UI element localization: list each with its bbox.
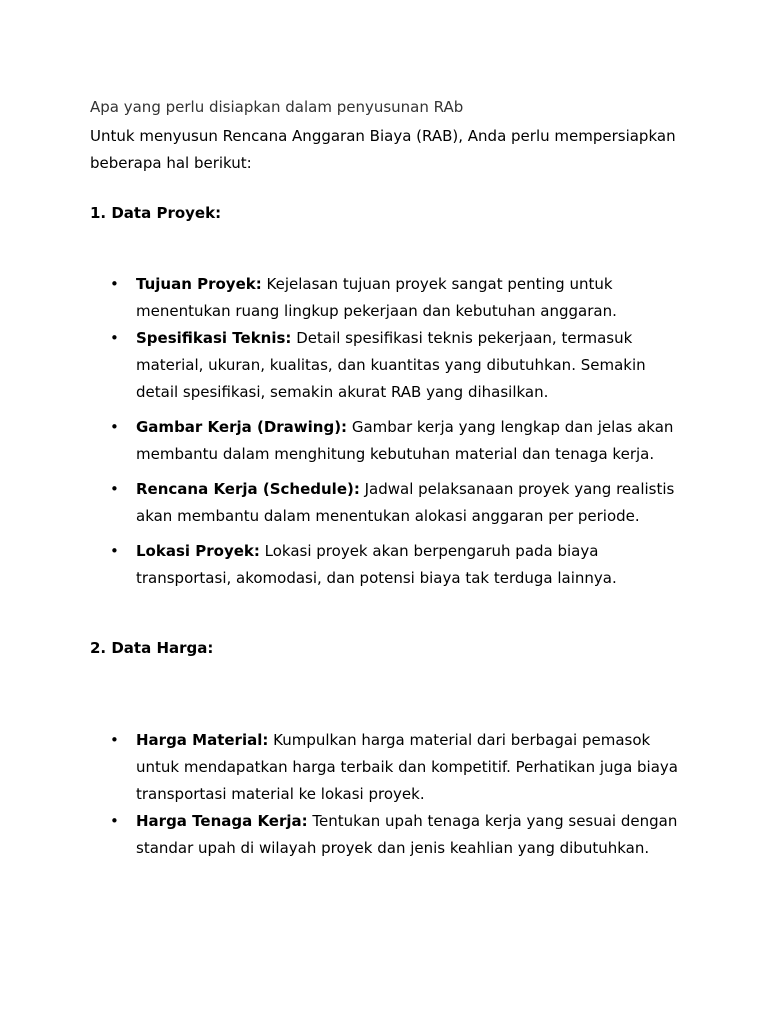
item-term: Rencana Kerja (Schedule): <box>136 480 360 498</box>
section-title-data-proyek: 1. Data Proyek: <box>90 204 222 222</box>
list-item <box>90 538 690 592</box>
list-item <box>90 414 690 468</box>
item-term: Harga Material: <box>136 731 269 749</box>
item-text: Tentukan upah tenaga kerja yang sesuai dengan standar upah di wilayah proyek dan jenis keahlian yang dibutuhkan. <box>136 812 678 857</box>
item-term: Gambar Kerja (Drawing): <box>136 418 348 436</box>
bullet-icon: • <box>110 480 119 498</box>
list-item <box>90 727 690 808</box>
item-term: Lokasi Proyek: <box>136 542 260 560</box>
bullet-list-data-proyek <box>90 271 690 592</box>
intro-paragraph: Untuk menyusun Rencana Anggaran Biaya (RAB), Anda perlu mempersiapkan beberapa hal berikut: <box>90 127 676 172</box>
bullet-icon: • <box>110 542 119 560</box>
bullet-icon: • <box>110 418 119 436</box>
list-item <box>90 476 690 530</box>
bullet-icon: • <box>110 812 119 830</box>
item-term: Spesifikasi Teknis: <box>136 329 292 347</box>
list-item <box>90 271 690 325</box>
bullet-icon: • <box>110 329 119 347</box>
bullet-list-data-harga <box>90 727 690 862</box>
item-text: Kejelasan tujuan proyek sangat penting untuk menentukan ruang lingkup pekerjaan dan kebutuhan anggaran. <box>136 275 617 320</box>
document-heading: Apa yang perlu disiapkan dalam penyusunan RAb <box>90 98 464 116</box>
bullet-icon: • <box>110 731 119 749</box>
item-text: Kumpulkan harga material dari berbagai pemasok untuk mendapatkan harga terbaik dan kompetitif. Perhatikan juga biaya transportasi material ke lokasi proyek. <box>136 731 678 803</box>
section-title-data-harga: 2. Data Harga: <box>90 639 214 657</box>
list-item <box>90 808 690 862</box>
bullet-icon: • <box>110 275 119 293</box>
item-text: Lokasi proyek akan berpengaruh pada biaya transportasi, akomodasi, dan potensi biaya tak terduga lainnya. <box>136 542 617 587</box>
item-term: Tujuan Proyek: <box>136 275 262 293</box>
item-term: Harga Tenaga Kerja: <box>136 812 308 830</box>
item-text: Jadwal pelaksanaan proyek yang realistis akan membantu dalam menentukan alokasi anggaran per periode. <box>136 480 675 525</box>
list-item <box>90 325 690 406</box>
item-text: Detail spesifikasi teknis pekerjaan, termasuk material, ukuran, kualitas, dan kuantitas yang dibutuhkan. Semakin detail spesifikasi, semakin akurat RAB yang dihasilkan. <box>136 329 646 401</box>
item-text: Gambar kerja yang lengkap dan jelas akan membantu dalam menghitung kebutuhan material dan tenaga kerja. <box>136 418 674 463</box>
